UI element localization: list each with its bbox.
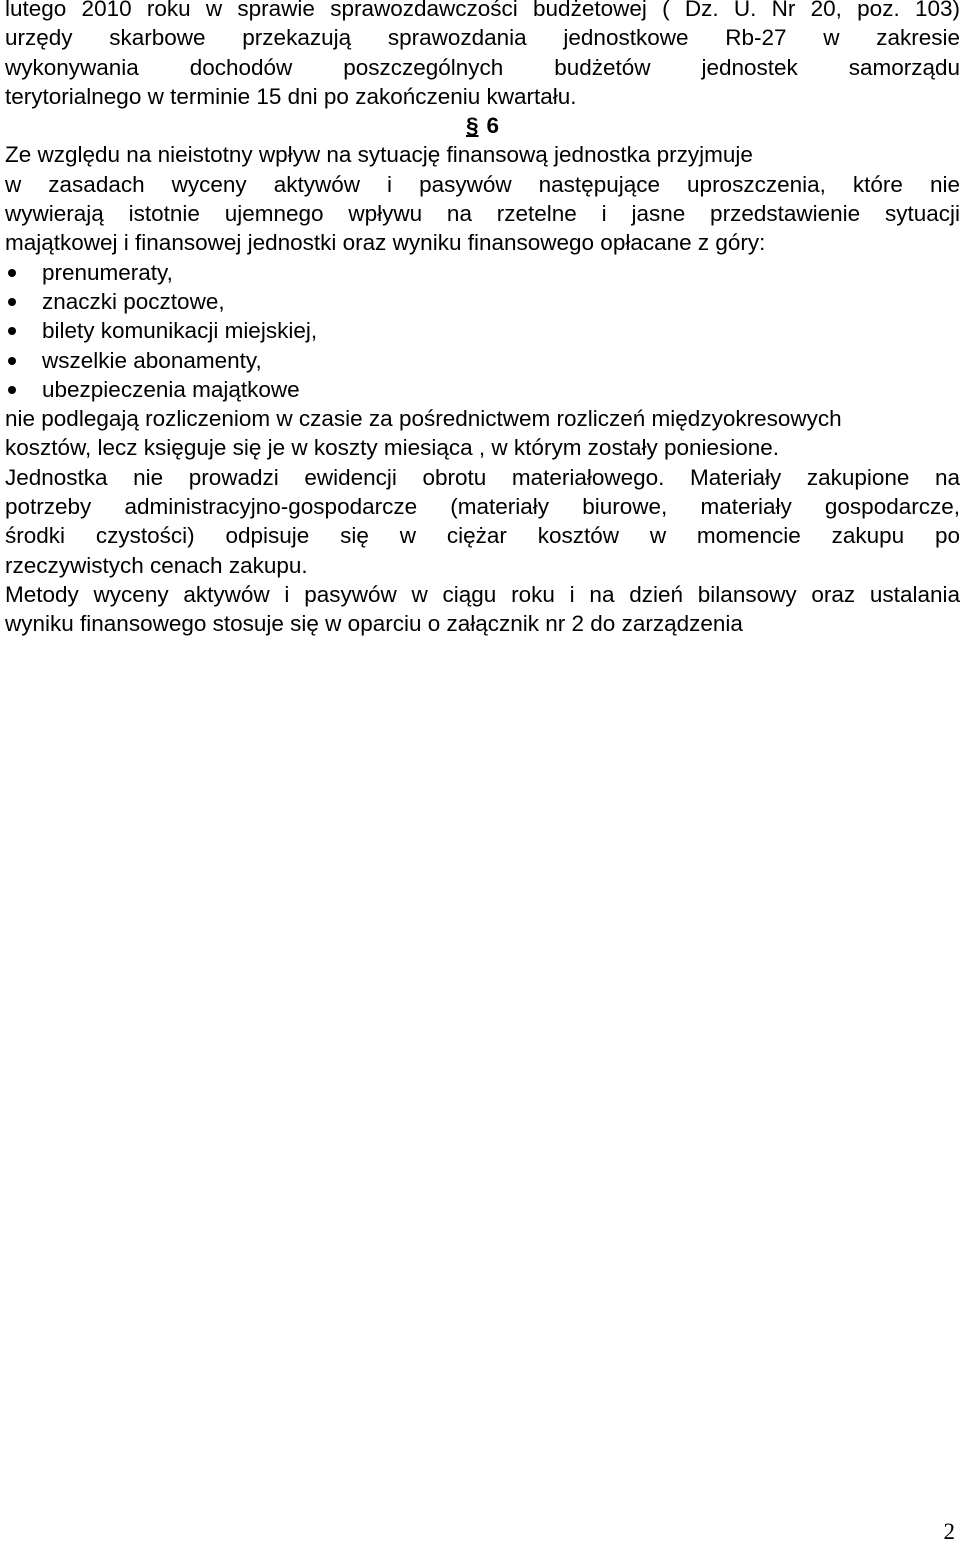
list-item-label: znaczki pocztowe, [42,288,225,314]
paragraph-line: wywierają istotnie ujemnego wpływu na rzetelne i jasne przedstawienie sytuacji [5,201,960,227]
paragraph-line: w zasadach wyceny aktywów i pasywów następujące uproszczenia, które nie [5,171,960,197]
paragraph-line: wyniku finansowego stosuje się w oparciu o załącznik nr 2 do zarządzenia [5,611,743,637]
list-item-label: ubezpieczenia majątkowe [42,376,300,402]
bullet-icon [8,298,16,306]
bullet-icon [8,269,16,277]
paragraph-line: Metody wyceny aktywów i pasywów w ciągu roku i na dzień bilansowy oraz ustalania [5,581,960,607]
paragraph-methods [5,580,960,639]
paragraph-simplifications [5,140,960,257]
paragraph-line: środki czystości) odpisuje się w ciężar kosztów w momencie zakupu po [5,523,960,549]
section-heading [5,111,960,140]
list-item [5,375,960,404]
list-item-label: prenumeraty, [42,259,173,285]
page-number: 2 [943,1519,955,1544]
list-item [5,258,960,287]
paragraph-line: terytorialnego w terminie 15 dni po zakończeniu kwartału. [5,83,577,109]
paragraph-line: rzeczywistych cenach zakupu. [5,552,308,578]
paragraph-line: wykonywania dochodów poszczególnych budżetów jednostek samorządu [5,54,960,80]
bullet-icon [8,386,16,394]
paragraph-line: urzędy skarbowe przekazują sprawozdania jednostkowe Rb-27 w zakresie [5,25,960,51]
list-item-label: bilety komunikacji miejskiej, [42,318,318,344]
paragraph-line: majątkowej i finansowej jednostki oraz wyniku finansowego opłacane z góry: [5,230,766,256]
section-number: 6 [486,113,500,139]
paragraph-line: potrzeby administracyjno-gospodarcze (materiały biurowe, materiały gospodarcze, [5,494,960,520]
bullet-icon [8,327,16,335]
paragraph-line: kosztów, lecz księguje się je w koszty miesiąca , w którym zostały poniesione. [5,435,780,461]
list-item-label: wszelkie abonamenty, [42,347,262,373]
section-sign: § [465,113,479,139]
list-item [5,287,960,316]
paragraph-line: Jednostka nie prowadzi ewidencji obrotu materiałowego. Materiały zakupione na [5,464,960,490]
prepaid-items-list [5,258,960,404]
paragraph-line: lutego 2010 roku w sprawie sprawozdawczości budżetowej ( Dz. U. Nr 20, poz. 103) [5,0,960,21]
bullet-icon [8,357,16,365]
list-item [5,316,960,345]
paragraph-materials [5,463,960,580]
document-page [5,0,960,639]
paragraph-intro [5,0,960,111]
paragraph-line: nie podlegają rozliczeniom w czasie za pośrednictwem rozliczeń międzyokresowych [5,406,842,432]
paragraph-costs [5,404,960,463]
paragraph-line: Ze względu na nieistotny wpływ na sytuację finansową jednostka przyjmuje [5,142,753,168]
list-item [5,346,960,375]
